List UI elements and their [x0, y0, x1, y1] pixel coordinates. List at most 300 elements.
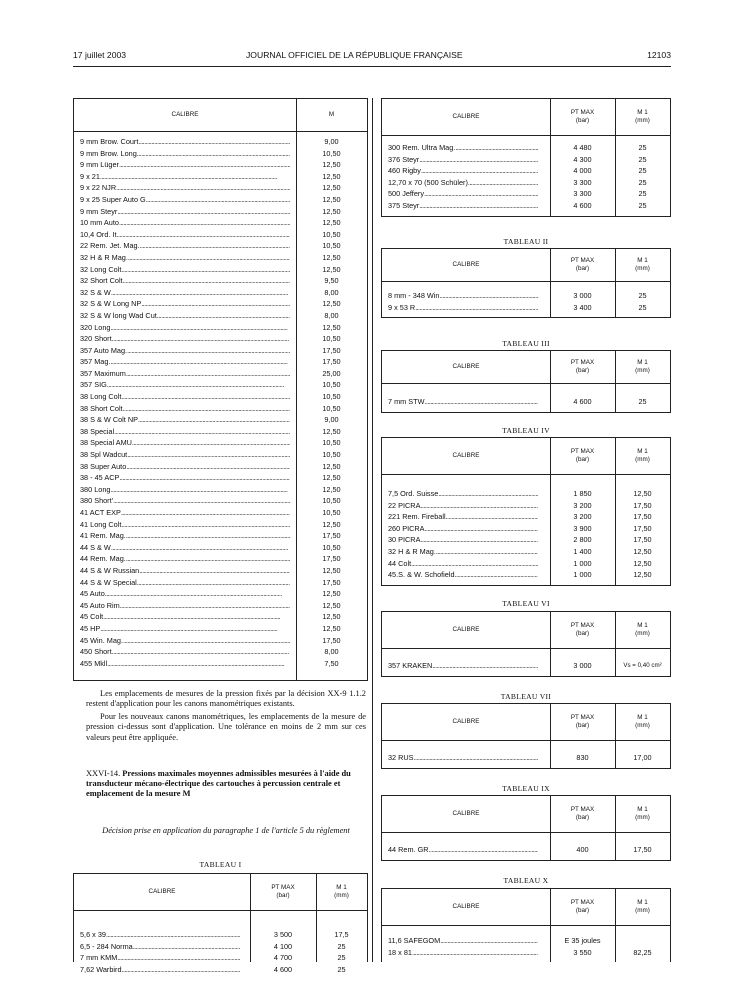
calibre-cell: 44 Colt ..... [388, 558, 538, 570]
table-row [382, 935, 670, 947]
m-value-cell: 8,00 [324, 647, 339, 657]
header-date: 17 juillet 2003 [73, 50, 127, 60]
m-value-cell: 10,50 [322, 450, 341, 460]
table-row [74, 952, 367, 964]
m1-cell: 25 [638, 166, 647, 176]
calibre-cell: 357 Mag. ..... [80, 356, 290, 368]
column-header-m1: M 1 (mm) [635, 714, 650, 729]
column-header-pt-max: PT MAX (bar) [570, 714, 595, 729]
calibre-cell: 380 Long ..... [80, 484, 290, 496]
m-value-cell: 10,50 [322, 496, 341, 506]
column-header-pt-max: PT MAX (bar) [570, 448, 595, 463]
table-row [74, 194, 367, 206]
m-value-cell: 12,50 [322, 322, 341, 332]
table-body [382, 142, 670, 212]
table-body [382, 844, 670, 856]
m-value-cell: 7,50 [324, 658, 339, 668]
column-header-calibre: CALIBRE [452, 718, 480, 726]
calibre-cell: 357 KRAKEN ..... [388, 660, 538, 672]
column-header-m1: M 1 (mm) [635, 622, 650, 637]
table-row [74, 159, 367, 171]
pt-table [381, 98, 671, 217]
column-header-m1: M 1 (mm) [334, 884, 349, 899]
calibre-cell: 455 Mkll ..... [80, 658, 290, 670]
pt-table [381, 611, 671, 677]
calibre-cell: 32 S & W Long NP ..... [80, 298, 290, 310]
column-header-m1: M 1 (mm) [635, 109, 650, 124]
pt-max-cell: 4 100 [273, 941, 293, 951]
table-caption: TABLEAU I [199, 860, 242, 869]
m-value-cell: 9,00 [324, 137, 339, 146]
m1-cell: 25 [638, 291, 647, 300]
column-header-m1: M 1 (mm) [635, 806, 650, 821]
table-body [382, 488, 670, 581]
paragraph: Pour les nouveaux canons manométriques, les emplacements de la mesure de pression ci-dessus sont d'application. Une tolérance en moins de 2 mm sur ces valeurs peut être appliquée. [86, 711, 366, 742]
m1-cell: 25 [638, 397, 647, 406]
table-row [382, 511, 670, 523]
table-body [382, 660, 670, 672]
table-row [382, 165, 670, 177]
m1-cell: 17,50 [633, 535, 652, 545]
calibre-cell: 10,4 Ord. It ..... [80, 229, 290, 241]
table-row [74, 941, 367, 953]
pt-table [381, 795, 671, 861]
calibre-cell: 44 Rem. GR ..... [388, 844, 538, 856]
column-header-calibre: CALIBRE [452, 363, 480, 371]
m-value-cell: 12,50 [322, 589, 341, 599]
calibre-cell: 44 S & W ..... [80, 542, 290, 554]
table-row [74, 964, 367, 976]
table-row [74, 240, 367, 252]
table-row [74, 310, 367, 322]
table-row [74, 345, 367, 357]
calibre-cell: 9 x 22 NJR ..... [80, 182, 290, 194]
column-header-m1: M 1 (mm) [635, 257, 650, 272]
pt-table [381, 248, 671, 318]
table-caption: TABLEAU VII [500, 692, 552, 701]
calibre-cell: 7 mm KMM ..... [80, 952, 240, 964]
table-row [382, 500, 670, 512]
table-row [382, 947, 670, 959]
table-body [74, 929, 367, 975]
table-row [74, 426, 367, 438]
calibre-cell: 38 Spl Wadcut ..... [80, 449, 290, 461]
m-value-cell: 8,00 [324, 287, 339, 297]
calibre-cell: 22 Rem. Jet. Mag. ..... [80, 240, 290, 252]
m-value-cell: 10,50 [322, 508, 341, 517]
table-row [382, 302, 670, 314]
table-row [74, 275, 367, 287]
notes-paragraphs [86, 689, 366, 743]
table-row [74, 182, 367, 194]
pt-max-cell: 1 000 [573, 570, 592, 580]
calibre-cell: 7,5 Ord. Suisse ..... [388, 488, 538, 500]
table-header [74, 99, 367, 132]
calibre-cell: 380 Short' ..... [80, 495, 290, 507]
column-header-pt-max: PT MAX (bar) [271, 884, 295, 899]
column-header-pt-max: PT MAX (bar) [570, 109, 595, 124]
header-journal-title: JOURNAL OFFICIEL DE LA RÉPUBLIQUE FRANÇAISE [246, 50, 463, 60]
pt-table [381, 888, 671, 962]
table-row [74, 148, 367, 160]
pt-max-cell: 3 400 [573, 302, 592, 312]
m-value-cell: 12,50 [322, 299, 341, 309]
column-header-calibre: CALIBRE [452, 452, 480, 460]
table-row [382, 142, 670, 154]
calibre-cell: 357 SIG ..... [80, 379, 290, 391]
table-row [74, 449, 367, 461]
table-caption: TABLEAU IX [502, 784, 550, 793]
m-value-cell: 12,50 [322, 264, 341, 274]
m-value-cell: 12,50 [322, 473, 341, 483]
calibre-cell: 12,70 x 70 (500 Schüler) ..... [388, 177, 538, 189]
table-row [74, 414, 367, 426]
table-row [74, 577, 367, 589]
table-row [74, 530, 367, 542]
table-caption: TABLEAU X [503, 876, 549, 885]
calibre-cell: 9 x 21 ..... [80, 171, 290, 183]
m-value-cell: 12,50 [322, 519, 341, 529]
pt-max-cell: 1 000 [573, 558, 592, 568]
table-row [74, 322, 367, 334]
m-value-cell: 17,50 [322, 345, 341, 355]
calibre-cell: 300 Rem. Ultra Mag. ..... [388, 142, 538, 154]
table-header [382, 99, 670, 136]
pt-max-cell: 3 200 [573, 512, 592, 522]
m1-cell: 17,5 [334, 930, 349, 939]
pt-max-cell: 3 000 [573, 661, 592, 670]
table-caption: TABLEAU III [502, 339, 550, 348]
calibre-cell: 7,62 Warbird ..... [80, 964, 240, 976]
pt-max-cell: 3 900 [573, 523, 592, 533]
m-value-cell: 9,00 [324, 415, 339, 425]
column-header-calibre: CALIBRE [452, 626, 480, 634]
calibre-cell: 45 Auto Rim ..... [80, 600, 290, 612]
m1-cell: 25 [638, 302, 647, 312]
calibre-cell: 32 S & W long Wad Cut ..... [80, 310, 290, 322]
m-value-cell: 12,50 [322, 194, 341, 204]
table-row [382, 488, 670, 500]
table-row [74, 437, 367, 449]
pt-max-cell: 2 800 [573, 535, 592, 545]
calibre-cell: 9 x 25 Super Auto G ..... [80, 194, 290, 206]
m1-cell: 25 [638, 154, 647, 164]
column-header-pt-max: PT MAX (bar) [570, 622, 595, 637]
pt-max-cell: E 35 joules [564, 936, 601, 945]
table-row [382, 200, 670, 212]
table-row [74, 171, 367, 183]
calibre-cell: 8 mm - 348 Win ..... [388, 290, 538, 302]
table-row [382, 290, 670, 302]
calibre-cell: 10 mm Auto ..... [80, 217, 290, 229]
calibre-cell: 9 x 53 R ..... [388, 302, 538, 314]
m-value-cell: 10,50 [322, 148, 341, 158]
pt-max-cell: 3 300 [573, 177, 592, 187]
calibre-cell: 44 Rem. Mag. ..... [80, 553, 290, 565]
table-row [74, 461, 367, 473]
table-row [74, 553, 367, 565]
table-body [382, 290, 670, 313]
pt-max-cell: 4 600 [573, 200, 592, 210]
m-value-cell: 12,50 [322, 218, 341, 228]
column-header-pt-max: PT MAX (bar) [570, 806, 595, 821]
m1-cell: 25 [337, 964, 346, 974]
m1-cell: 17,50 [633, 845, 652, 854]
m-value-cell: 12,50 [322, 565, 341, 575]
calibre-cell: 38 Long Colt ..... [80, 391, 290, 403]
table-row [74, 542, 367, 554]
table-header [382, 351, 670, 384]
pt-max-cell: 3 000 [573, 291, 592, 300]
calibre-cell: 221 Rem. Fireball ..... [388, 511, 538, 523]
table-row [74, 519, 367, 531]
calibre-cell: 45 Auto ..... [80, 588, 290, 600]
table-row [74, 658, 367, 670]
pt-max-cell: 1 850 [573, 489, 592, 498]
calibre-cell: 6,5 - 284 Norma ..... [80, 941, 240, 953]
table-caption: TABLEAU IV [502, 426, 550, 435]
column-header-m1: M 1 (mm) [635, 448, 650, 463]
table-row [74, 229, 367, 241]
pt-table [381, 350, 671, 413]
calibre-cell: 22 PICRA ..... [388, 500, 538, 512]
table-row [382, 844, 670, 856]
header-page-number: 12103 [647, 50, 671, 60]
table-row [382, 558, 670, 570]
calibre-cell: 320 Short ..... [80, 333, 290, 345]
m-value-cell: 25,00 [322, 368, 341, 378]
calibre-cell: 7 mm STW ..... [388, 396, 538, 408]
column-header-m1: M 1 (mm) [635, 359, 650, 374]
pt-max-cell: 4 300 [573, 154, 592, 164]
pt-table [73, 873, 368, 974]
calibre-cell: 18 x 81 ..... [388, 947, 538, 959]
calibre-cell: 500 Jeffery ..... [388, 188, 538, 200]
pt-max-cell: 4 600 [573, 397, 592, 406]
calibre-cell: 41 Long Colt ..... [80, 519, 290, 531]
table-row [382, 177, 670, 189]
section-title: Pressions maximales moyennes admissibles mesurées à l'aide du transducteur mécano-électrique des cartouches à percussion centrale et emplacement de la mesure M [86, 769, 351, 798]
m-value-cell: 10,50 [322, 542, 341, 552]
column-header-calibre: CALIBRE [148, 888, 176, 896]
table-row [74, 264, 367, 276]
calibre-cell: 320 Long ..... [80, 322, 290, 334]
calibre-cell: 357 Maximum ..... [80, 368, 290, 380]
calibre-cell: 41 Rem. Mag. ..... [80, 530, 290, 542]
m-value-cell: 12,50 [322, 206, 341, 216]
calibre-cell: 5,6 x 39 ..... [80, 929, 240, 941]
calibre-cell: 38 Short Colt ..... [80, 403, 290, 415]
column-divider [372, 98, 373, 962]
table-row [74, 333, 367, 345]
table-body [382, 396, 670, 408]
m-value-cell: 10,50 [322, 392, 341, 402]
m-value-cell: 12,50 [322, 612, 341, 622]
table-row [74, 391, 367, 403]
calibre-cell: 9 mm Lüger ..... [80, 159, 290, 171]
calibre-cell: 45 Win. Mag. ..... [80, 635, 290, 647]
calibre-cell: 9 mm Brow. Long ..... [80, 148, 290, 160]
table-header [382, 889, 670, 926]
table-row [382, 534, 670, 546]
column-header-m1: M 1 (mm) [635, 899, 650, 914]
column-header-pt-max: PT MAX (bar) [570, 899, 595, 914]
calibre-cell: 260 PICRA ..... [388, 523, 538, 535]
calibre-cell: 375 Steyr ..... [388, 200, 538, 212]
m-value-cell: 10,50 [322, 403, 341, 413]
table-row [382, 546, 670, 558]
pt-max-cell: 1 400 [573, 546, 592, 556]
calibre-cell: 38 - 45 ACP ..... [80, 472, 290, 484]
pt-max-cell: 3 500 [273, 930, 293, 939]
section-heading [86, 769, 368, 799]
column-header-calibre: CALIBRE [452, 810, 480, 818]
calibre-cell: 32 Long Colt ..... [80, 264, 290, 276]
calibre-cell: 45.S. & W. Schofield ..... [388, 569, 538, 581]
table-row [382, 188, 670, 200]
table-row [382, 396, 670, 408]
calibre-cell: 38 S & W Colt NP ..... [80, 414, 290, 426]
m1-cell: 12,50 [633, 546, 652, 556]
table-row [74, 611, 367, 623]
table-caption: TABLEAU II [503, 237, 549, 246]
running-header [73, 50, 671, 64]
column-header-calibre: CALIBRE [452, 261, 480, 269]
m1-cell: 12,50 [633, 570, 652, 580]
calibre-cell: 32 H & R Mag. ..... [80, 252, 290, 264]
table-row [74, 298, 367, 310]
calibre-cell: 44 S & W Russian ..... [80, 565, 290, 577]
m1-cell: 17,50 [633, 512, 652, 522]
column-header-calibre: CALIBRE [171, 111, 199, 119]
table-row [74, 403, 367, 415]
column-header-calibre: CALIBRE [452, 113, 480, 121]
m-value-cell: 12,50 [322, 461, 341, 471]
m1-cell: 25 [638, 177, 647, 187]
table-header [74, 874, 367, 911]
m-value-cell: 17,50 [322, 357, 341, 367]
column-header-pt-max: PT MAX (bar) [570, 359, 595, 374]
table-body [382, 935, 670, 958]
table-row [74, 623, 367, 635]
calibre-cell: 44 S & W Special ..... [80, 577, 290, 589]
m-value-cell: 9,50 [324, 276, 339, 286]
pt-max-cell: 3 300 [573, 189, 592, 199]
pt-max-cell: 4 000 [573, 166, 592, 176]
m1-cell: 17,50 [633, 500, 652, 510]
m-value-cell: 17,50 [322, 577, 341, 587]
table-row [74, 600, 367, 612]
calibre-cell: 38 Super Auto ..... [80, 461, 290, 473]
m-value-cell: 10,50 [322, 380, 341, 390]
calibre-cell: 45 Colt ..... [80, 611, 290, 623]
m-value-cell: 10,50 [322, 438, 341, 448]
m-value-cell: 12,50 [322, 600, 341, 610]
m1-cell: 25 [638, 200, 647, 210]
column-header-calibre: CALIBRE [452, 903, 480, 911]
m-value-cell: 12,50 [322, 171, 341, 181]
table-row [74, 495, 367, 507]
calibre-cell: 9 mm Steyr ..... [80, 206, 290, 218]
m-value-cell: 17,50 [322, 531, 341, 541]
calibre-cell: 460 Rigby ..... [388, 165, 538, 177]
m-value-cell: 10,50 [322, 229, 341, 239]
m-value-cell: 12,50 [322, 252, 341, 262]
table-row [382, 523, 670, 535]
column-header-m: M [328, 111, 335, 119]
table-header [382, 249, 670, 282]
table-header [382, 612, 670, 649]
m-value-cell: 17,50 [322, 635, 341, 645]
table-row [74, 484, 367, 496]
table-row [74, 356, 367, 368]
m-value-cell: 17,50 [322, 554, 341, 564]
m-value-cell: 10,50 [322, 334, 341, 344]
table-row [74, 136, 367, 148]
pt-max-cell: 4 600 [273, 964, 293, 974]
column-header-pt-max: PT MAX (bar) [570, 257, 595, 272]
table-row [74, 472, 367, 484]
pt-max-cell: 4 700 [273, 953, 293, 963]
m1-cell: Vs = 0,40 cm² [623, 662, 662, 669]
calibre-cell: 32 Short Colt ..... [80, 275, 290, 287]
m1-cell: 12,50 [633, 489, 652, 498]
m1-cell: 25 [638, 189, 647, 199]
table-row [382, 660, 670, 672]
table-header [382, 796, 670, 833]
table-header [382, 438, 670, 475]
table-row [382, 752, 670, 764]
m-value-cell: 12,50 [322, 183, 341, 193]
calibre-cell: 45 HP ..... [80, 623, 290, 635]
table-caption: TABLEAU VI [502, 599, 550, 608]
m1-cell: 25 [638, 143, 647, 152]
pt-max-cell: 400 [576, 845, 589, 854]
table-body [382, 752, 670, 764]
m-value-cell: 12,50 [322, 160, 341, 170]
table-body [74, 136, 367, 669]
table-header [382, 704, 670, 741]
calibre-cell: 9 mm Brow. Court ..... [80, 136, 290, 148]
calibre-m-table [73, 98, 368, 681]
table-row [74, 368, 367, 380]
m1-cell: 17,00 [633, 753, 652, 762]
calibre-cell: 376 Steyr ..... [388, 154, 538, 166]
calibre-cell: 357 Auto Mag. ..... [80, 345, 290, 357]
paragraph: Les emplacements de mesures de la pression fixés par la décision XX-9 1.1.2 restent d'application pour les canons manométriques existants. [86, 689, 366, 709]
m1-cell: 12,50 [633, 558, 652, 568]
table-row [74, 287, 367, 299]
m-value-cell: 10,50 [322, 241, 341, 251]
pt-max-cell: 3 550 [573, 947, 592, 957]
table-row [74, 588, 367, 600]
calibre-cell: 450 Short ..... [80, 646, 290, 658]
table-row [74, 635, 367, 647]
pt-table [381, 437, 671, 586]
table-row [74, 565, 367, 577]
table-row [74, 252, 367, 264]
pt-max-cell: 3 200 [573, 500, 592, 510]
m1-cell: 25 [337, 941, 346, 951]
decision-note: Décision prise en application du paragraphe 1 de l'article 5 du règlement [102, 826, 350, 835]
pt-max-cell: 4 480 [573, 143, 592, 152]
calibre-cell: 38 Special AMU ..... [80, 437, 290, 449]
m1-cell: 25 [337, 953, 346, 963]
table-row [74, 646, 367, 658]
table-row [74, 206, 367, 218]
calibre-cell: 30 PICRA ..... [388, 534, 538, 546]
table-row [74, 507, 367, 519]
